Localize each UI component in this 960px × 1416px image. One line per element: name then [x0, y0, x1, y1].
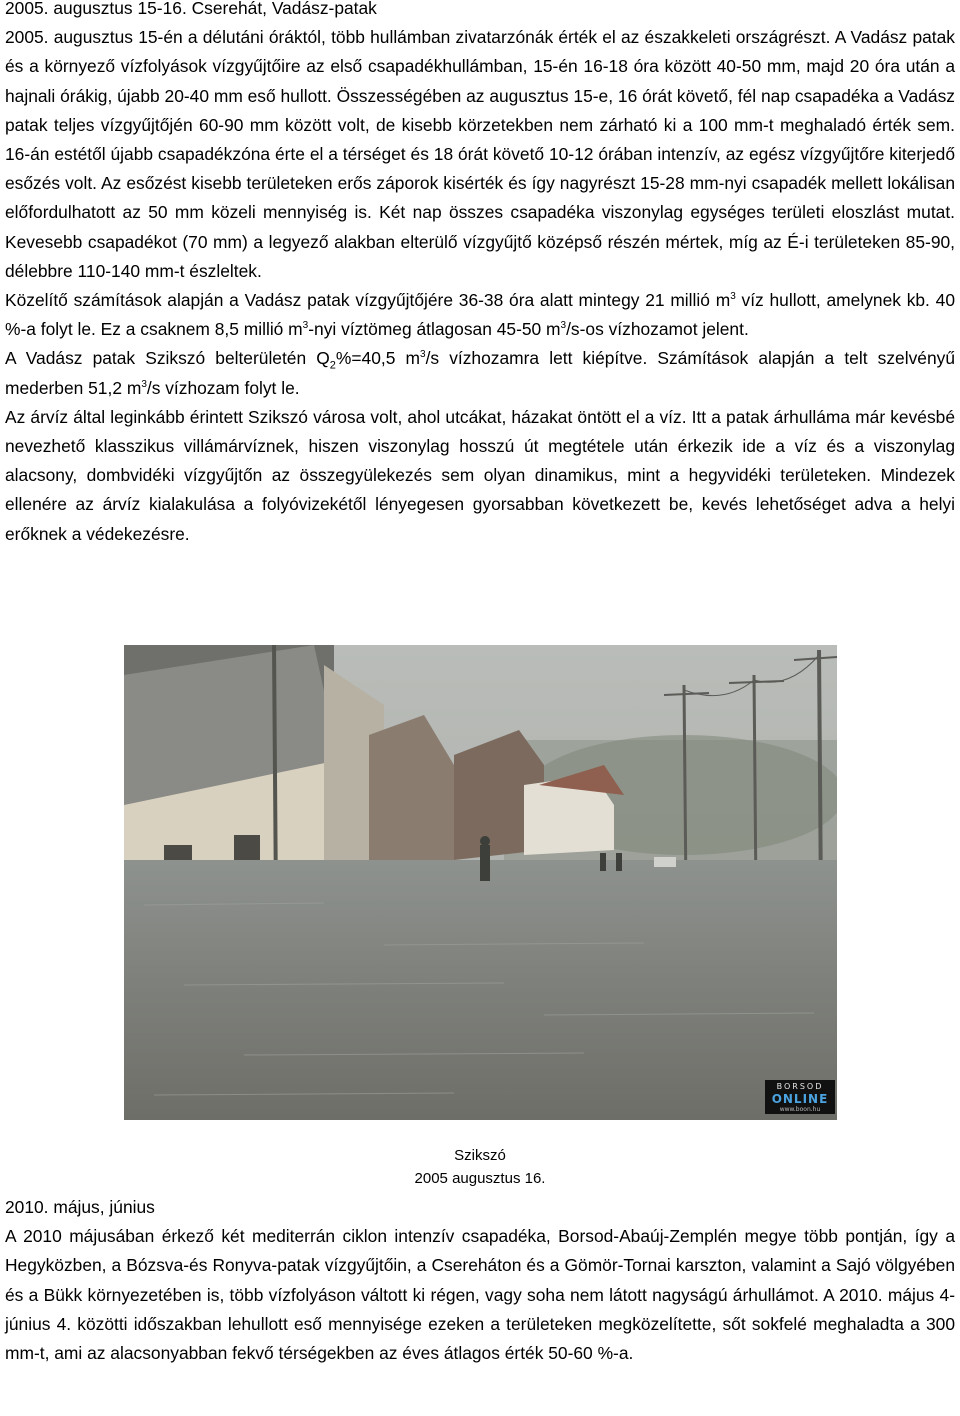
flood-photo: [124, 645, 837, 1120]
paragraph-rainfall-part-a: 2005. augusztus 15-én a délutáni óráktól, több hullámban zivatarzónák érték el az északkeleti országrészt. A Vadász patak és a környező vízfolyások vízgyűjtőire az első csapadékhullámban, 15-én 16-18 óra között 40-50 mm, majd 20 óra után a hajnali órákig, újabb 20-40 mm eső hullott.: [5, 27, 955, 106]
text-run: /s vízhozamra lett kiépítve. Számítások alapján a telt szelvényű mederben 51,2 m: [5, 348, 955, 398]
photo-caption-date: 2005 augusztus 16.: [414, 1170, 546, 1187]
text-run: %=40,5 m: [335, 348, 420, 369]
logo-line-2: ONLINE: [771, 1092, 829, 1106]
text-run: /s vízhozam folyt le.: [146, 377, 300, 398]
text-run: -nyi víztömeg átlagosan 45-50 m: [308, 319, 561, 340]
subscript: 2: [329, 359, 336, 372]
paragraph-szikszo-flood: Az árvíz által leginkább érintett Szikszó városa volt, ahol utcákat, házakat öntött el a víz. Itt a patak árhulláma már kevésbé nevezhető klasszikus villámárvíznek, hiszen viszonylag hosszú út megtétele után érkezik ide a víz és a viszonylag alacsony, dombvidéki vízgyűjtőn az összegyülekezés sem olyan dinamikus, mint a hegyvidéki területeken. Mindezek ellenére az árvíz kialakulása a folyóvizekétől lényegesen gyorsabban következett be, kevés lehetőséget adva a helyi erőknek a védekezésre.: [5, 406, 955, 544]
superscript: 3: [560, 320, 567, 332]
superscript: 3: [730, 291, 736, 303]
flooded-street-illustration: [124, 645, 837, 1120]
logo-line-1: BORSOD: [776, 1082, 824, 1091]
paragraph-volume: [5, 286, 955, 344]
paragraph-rainfall: [5, 23, 955, 286]
text-run: /s-os vízhozamot jelent.: [566, 319, 749, 340]
paragraph-rainfall-part-b: Összességében az augusztus 15-e, 16 órát követő, fél nap csapadéka a Vadász patak teljes vízgyűjtőjén 60-90 mm között volt, de kisebb körzetekben nem zárható ki a 100 mm-t meghaladó érték sem. 16-án estétől újabb csapadékzóna érte el a térséget és 18 órát követő 10-12 órában intenzív, az egész vízgyűjtőre kiterjedő esőzés volt. Az esőzést kisebb területeken erős záporok kisérték és így nagyrészt 15-28 mm-nyi csapadék mellett lokálisan előfordulhatott az 50 mm közeli mennyiség is. Két nap összes csapadéka viszonylag egységes területi eloszlást mutat. Kevesebb csapadékot (70 mm) a legyező alakban elterülő vízgyűjtő középső részén mértek, míg az É-i területeken 85-90, délebbre 110-140 mm-t észleltek.: [5, 85, 955, 281]
text-run: Közelítő számítások alapján a Vadász patak vízgyűjtőjére 36-38 óra alatt mintegy 21 millió m: [5, 290, 731, 311]
logo-line-3: www.boon.hu: [779, 1106, 821, 1113]
text-run: A Vadász patak Szikszó belterületén Q: [5, 348, 330, 369]
text-run: víz hullott, amelynek kb. 40 %-a folyt le. Ez a csaknem 8,5 millió m: [5, 290, 956, 340]
superscript: 3: [420, 349, 426, 361]
paragraph-2010: A 2010 májusában érkező két mediterrán ciklon intenzív csapadéka, Borsod-Abaúj-Zemplén megye több pontján, így a Hegyközben, a Bózsva-és Ronyva-patak vízgyűjtőin, a Csereháton és a Gömör-Tornai karszton, valamint a Sajó völgyében és a Bükk környezetében is, több vízfolyáson váltott ki régen, vagy soha nem látott nagyságú árhullámot. A 2010. május 4-június 4. közötti időszakban lehullott eső mennyisége ezeken a területeken megközelítette, sőt sokfelé meghaladta a 300 mm-t, ami az alacsonyabban fekvő térségekben az éves átlagos érték 50-60 %-a.: [5, 1226, 955, 1364]
section-heading-2010: 2010. május, június: [5, 1197, 155, 1217]
section-2010: [5, 1193, 955, 1368]
superscript: 3: [302, 320, 309, 332]
section-2005: [5, 0, 955, 549]
photo-caption-place: Szikszó: [454, 1147, 506, 1164]
paragraph-discharge: [5, 344, 955, 402]
borsod-online-logo: [765, 1080, 835, 1114]
superscript: 3: [141, 378, 147, 390]
section-heading-2005: 2005. augusztus 15-16. Cserehát, Vadász-patak: [5, 0, 377, 18]
